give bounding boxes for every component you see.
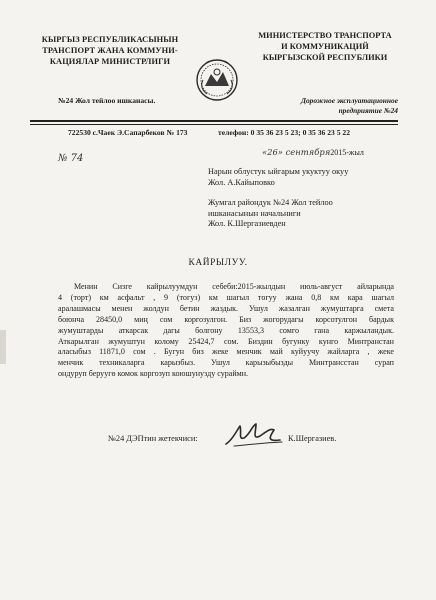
phone-numbers: телефон: 0 35 36 23 5 23; 0 35 36 23 5 22: [218, 128, 351, 137]
letter-date: [262, 147, 364, 157]
signatory-name: К.Шергазиев.: [288, 434, 337, 443]
sender-block: [208, 198, 408, 230]
body-line-8: менчик техникаларга карызбыз. Ушул карызыбызды Минтрансстан сурап: [58, 358, 394, 368]
recipient-block: [208, 167, 408, 188]
header-right-line-3: КЫРГЫЗСКОЙ РЕСПУБЛИКИ: [262, 53, 388, 62]
body-line-9: ондуруп беруугө комок коргозуп коюшунузду сураймн.: [58, 369, 249, 379]
enterprise-ru-line-1: Дорожное эксплуатационное: [300, 96, 398, 105]
date-handwritten: «26» сентября: [262, 147, 331, 157]
body-line-7: аласыбыз 11871,0 сом . Бугун биз жеке менчик май куйуучу жайларга , жеке: [58, 347, 394, 357]
header-left-kyrgyz: [30, 34, 190, 67]
date-year: 2015-жыл: [330, 148, 364, 157]
body-line-1: Менин Сизге кайрылуумдун себеби:2015-жылдын июль-август айларында: [74, 282, 394, 291]
recipient-line-1: Нарын облустук ыйгарым укуктуу окуу: [208, 167, 349, 176]
body-line-6: Аткарылган жумуштун колому 25424,7 сом. Биздин бугунку кунго Минтранстан: [58, 336, 394, 346]
header-right-russian: [250, 30, 400, 63]
body-line-2: 4 (торт) км асфальт , 9 (тогуз) км шагыл тогуу жана 0,8 км кара шагыл: [58, 292, 394, 302]
document-number: № 74: [58, 153, 84, 164]
signatory-title: №24 ДЭПтин жетекчиси:: [108, 434, 198, 443]
body-line-3: аралашмасы менен жолдун бетин жаздык. Ушул жазалган жумуштарга смета: [58, 303, 394, 313]
sender-line-1: Жумгал райондук №24 Жол тейлоо: [208, 198, 333, 207]
state-emblem-icon: [195, 58, 239, 102]
letter-body: [58, 282, 394, 380]
enterprise-ru-line-2: предприятие №24: [338, 106, 398, 115]
header-divider-thick: [30, 120, 398, 122]
header-left-line-2: ТРАНСПОРТ ЖАНА КОММУНИ-: [42, 46, 178, 55]
header-left-line-3: КАЦИЯЛАР МИНИСТРЛИГИ: [49, 57, 171, 66]
enterprise-name-russian: [268, 96, 398, 116]
header-right-line-2: И КОММУНИКАЦИЙ: [281, 42, 369, 51]
handwritten-signature: [222, 418, 286, 452]
address-text: 722530 с.Чаек Э.Сапарбеков № 173: [68, 128, 188, 137]
sender-line-3: Жол. К.Шергазиевден: [208, 219, 286, 229]
body-line-5: жумуштарды аткарсак дагы болгону 13553,3 сомго гана каржыландык.: [58, 325, 394, 335]
recipient-line-2: Жол. А.Кайыповко: [208, 177, 275, 187]
scan-edge-shadow: [0, 330, 6, 364]
letter-title: КАЙРЫЛУУ.: [188, 258, 248, 268]
sender-line-2: ишканасынын начальниги: [208, 208, 301, 218]
postal-address: [68, 128, 408, 137]
body-line-4: боюнча 28450,0 миң сом коргозулгон. Биз жогорудагы корсотулгон бардык: [58, 314, 394, 324]
header-right-line-1: МИНИСТЕРСТВО ТРАНСПОРТА: [258, 31, 392, 40]
enterprise-name-kyrgyz: №24 Жол тейлоо ишканасы.: [58, 96, 156, 105]
header-left-line-1: КЫРГЫЗ РЕСПУБЛИКАСЫНЫН: [41, 35, 179, 44]
header-divider-thin: [30, 124, 398, 125]
